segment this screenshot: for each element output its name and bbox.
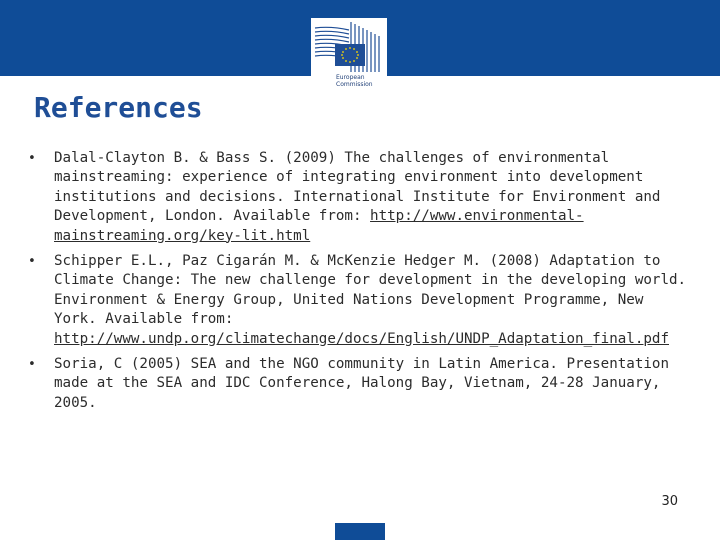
slide-title: References <box>34 91 203 124</box>
logo-line-1: European <box>336 74 365 81</box>
reference-item <box>24 252 694 349</box>
references-list <box>24 149 694 419</box>
reference-text: Schipper E.L., Paz Cigarán M. & McKenzie Hedger M. (2008) Adaptation to Climate Change: The new challenge for development in the developing world. Environment & Energy Group, United Nations Development Programme, New York. Available from: <box>54 253 687 328</box>
commission-building-icon <box>311 18 387 76</box>
european-commission-logo <box>311 18 387 98</box>
footer-tab <box>335 523 385 540</box>
reference-text: Soria, C (2005) SEA and the NGO community in Latin America. Presentation made at the SEA and IDC Conference, Halong Bay, Vietnam, 24-28 January, 2005. <box>54 356 669 411</box>
reference-link[interactable]: http://www.environmental-mainstreaming.org/key-lit.html <box>54 208 584 244</box>
reference-text: Dalal-Clayton B. & Bass S. (2009) The challenges of environmental mainstreaming: experience of integrating environment into development institutions and decisions. International Institute for Environment and Development, London. Available from: <box>54 150 661 225</box>
logo-line-2: Commission <box>336 81 373 88</box>
bullet-icon: • <box>28 151 36 166</box>
bullet-icon: • <box>28 357 36 373</box>
page-number: 30 <box>661 494 678 509</box>
bullet-icon: • <box>28 254 36 270</box>
logo-caption <box>336 74 386 88</box>
reference-link[interactable]: http://www.undp.org/climatechange/docs/English/UNDP_Adaptation_final.pdf <box>54 330 669 347</box>
reference-item <box>24 149 694 246</box>
reference-item <box>24 355 694 413</box>
